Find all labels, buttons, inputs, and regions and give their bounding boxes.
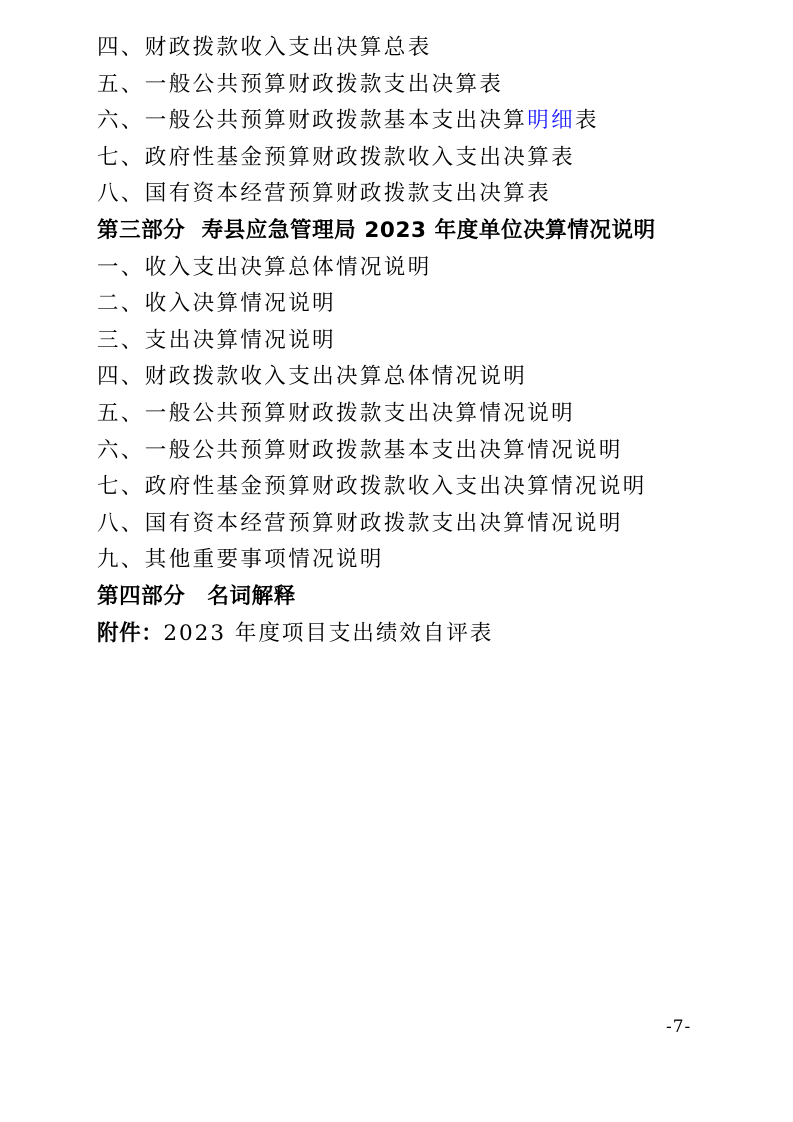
section-heading-part-three — [97, 213, 737, 250]
toc-item-text: 五、一般公共预算财政拨款支出决算表 — [97, 71, 504, 97]
toc-item-other-matters — [97, 542, 737, 579]
toc-item-gov-fund-explanation — [97, 469, 737, 506]
toc-item-financial-overall-explanation — [97, 359, 737, 396]
toc-item-text: 四、财政拨款收入支出决算总表 — [97, 35, 432, 60]
toc-item-gov-fund-budget — [97, 140, 737, 177]
toc-item-text: 六、一般公共预算财政拨款基本支出决算情况说明 — [97, 437, 623, 463]
toc-item-text: 一、收入支出决算总体情况说明 — [97, 254, 432, 280]
toc-item-text: 七、政府性基金预算财政拨款收入支出决算情况说明 — [97, 474, 647, 500]
section-heading-subtitle: 名词解释 — [207, 583, 296, 609]
section-heading-part-four — [97, 579, 737, 616]
toc-item-general-budget-expenditure — [97, 67, 737, 104]
toc-item-text: 四、财政拨款收入支出决算总体情况说明 — [97, 364, 528, 390]
appendix-text: 2023 年度项目支出绩效自评表 — [163, 620, 494, 646]
toc-item-basic-expenditure-detail — [97, 103, 737, 140]
toc-item-text: 三、支出决算情况说明 — [97, 327, 337, 353]
toc-item-text: 八、国有资本经营预算财政拨款支出决算情况说明 — [97, 510, 623, 536]
toc-item-general-budget-explanation — [97, 396, 737, 433]
toc-item-text: 二、收入决算情况说明 — [97, 291, 337, 317]
page-number: -7- — [666, 1017, 692, 1037]
toc-item-text: 八、国有资本经营预算财政拨款支出决算表 — [97, 181, 552, 207]
toc-item-expenditure-explanation — [97, 323, 737, 360]
toc-item-text: 六、一般公共预算财政拨款基本支出决算 — [97, 108, 528, 134]
section-heading-text: 第三部分 寿县应急管理局 2023 年度单位决算情况说明 — [97, 217, 656, 243]
toc-item-income-explanation — [97, 286, 737, 323]
toc-item-financial-summary — [97, 30, 737, 67]
toc-item-suffix: 表 — [575, 108, 599, 134]
toc-item-state-capital-explanation — [97, 506, 737, 543]
toc-item-overall-explanation — [97, 250, 737, 287]
appendix-label: 附件： — [97, 620, 164, 646]
toc-item-basic-expenditure-explanation — [97, 433, 737, 470]
toc-item-text: 九、其他重要事项情况说明 — [97, 547, 384, 573]
toc-item-state-capital-budget — [97, 176, 737, 213]
toc-item-text: 七、政府性基金预算财政拨款收入支出决算表 — [97, 144, 576, 170]
section-heading-text: 第四部分 — [97, 583, 186, 609]
highlighted-text: 明细 — [527, 108, 576, 134]
toc-item-text: 五、一般公共预算财政拨款支出决算情况说明 — [97, 400, 576, 426]
table-of-contents — [97, 30, 737, 652]
appendix-line — [97, 616, 737, 653]
